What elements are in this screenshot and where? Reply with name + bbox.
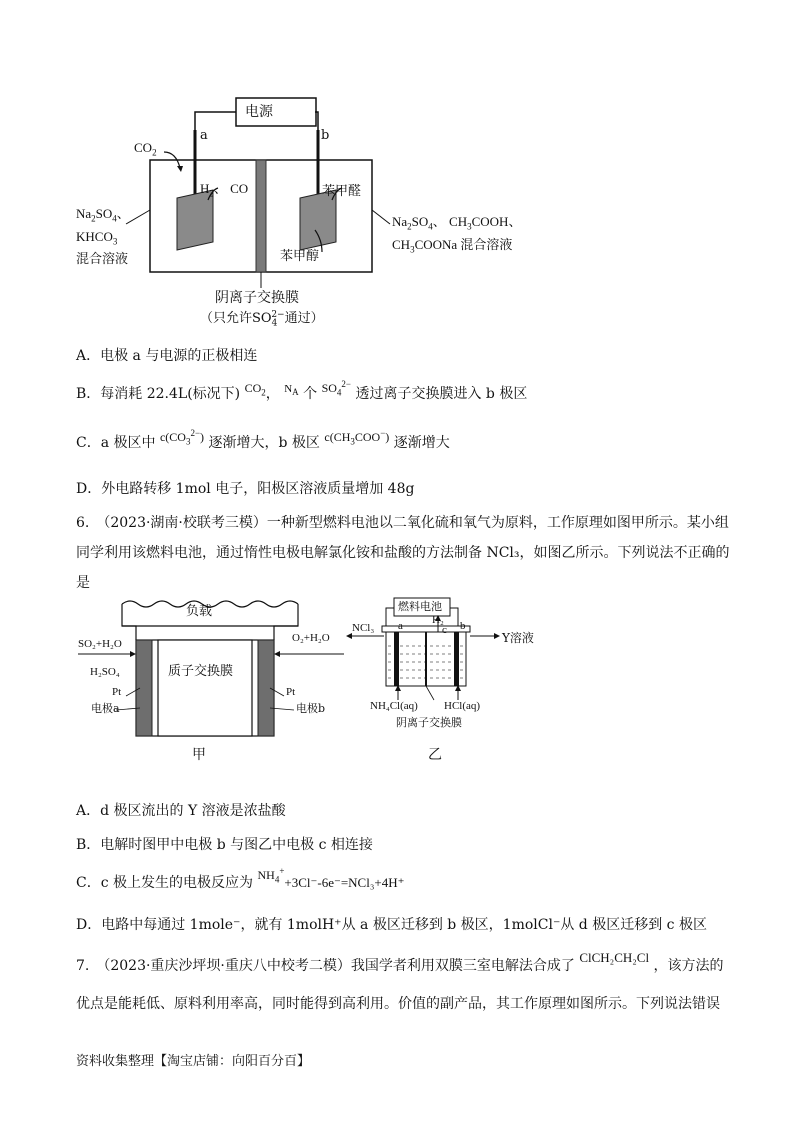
q6-option-c: C．c 极上发生的电极反应为 $NH_4^++3Cl^--6e^-=NCl_3+4H^+$ — [76, 866, 405, 891]
label-b: b — [460, 620, 466, 632]
figure2-caption: 甲 — [192, 747, 206, 763]
fuel-cell-label: 燃料电池 — [398, 600, 442, 613]
nh4cl-label: NH₄Cl(aq) — [370, 700, 418, 712]
right-reactant-label: 苯甲醇 — [280, 249, 320, 264]
pt-left-label: Pt — [112, 686, 122, 698]
electrode-a-label-fig2: 电极a — [91, 702, 120, 715]
proton-membrane-label: 质子交换膜 — [168, 664, 234, 679]
q7-stem-line2: 优点是能耗低、原料利用率高，同时能得到高利用。价值的副产品，其工作原理如图所示。下列说法错误 — [76, 996, 720, 1012]
q6-option-a: A．d 极区流出的 Y 溶液是浓盐酸 — [76, 803, 286, 819]
membrane-label: 阴离子交换膜 — [215, 290, 299, 306]
label-h2: H₂ — [432, 614, 444, 626]
left-solution-label: $Na_2SO_4$、 $KHCO_3$ 混合溶液 — [76, 206, 130, 267]
label-c: c — [442, 624, 447, 636]
figure3-caption: 乙 — [428, 747, 442, 763]
y-solution-label: Y溶液 — [502, 631, 534, 645]
q6-stem-line2: 同学利用该燃料电池，通过惰性电极电解氯化铵和盐酸的方法制备 NCl₃，如图乙所示。下列说法不正确的 — [76, 545, 730, 561]
pt-right-label: Pt — [286, 686, 296, 698]
q6-stem-line1: 6. （2023·湖南·校联考三模）一种新型燃料电池以二氧化硫和氧气为原料，工作原理如图甲所示。某小组 — [76, 515, 729, 531]
label-a: a — [398, 620, 403, 632]
anion-membrane-label: 阴离子交换膜 — [396, 716, 462, 729]
electrode-a-label: a — [200, 128, 208, 143]
figure-electrolysis-cell — [60, 90, 660, 330]
hcl-label: HCl(aq) — [444, 700, 481, 712]
q6-option-b: B．电解时图甲中电极 b 与图乙中电极 c 相连接 — [76, 837, 373, 853]
left-input-label: SO₂+H₂O — [78, 638, 122, 650]
q6-option-d: D．电路中每通过 1mole⁻，就有 1molH⁺从 a 极区迁移到 b 极区，1molCl⁻从 d 极区迁移到 c 极区 — [76, 917, 707, 933]
electrode-b-label-fig2: 电极b — [296, 702, 326, 715]
electrode-b-label: b — [321, 128, 330, 143]
power-source-label: 电源 — [245, 104, 273, 120]
right-solution-label: $Na_2SO_4$、 $CH_3COOH$、 $CH_3COONa$ 混合溶液 — [392, 214, 522, 255]
left-products-label: $H_2$、 CO — [200, 181, 249, 199]
co2-label: $CO_2$ — [134, 140, 157, 158]
q5-option-c: C．a 极区中 $c(CO_3^{2-})$ 逐渐增大，b 极区 $c(CH_3COO^-)$ 逐渐增大 — [76, 428, 450, 451]
q5-option-b: B．每消耗 22.4L(标况下) $CO_2$， $^{N_A}$ 个 $SO_4^{2-}$ 透过离子交换膜进入 b 极区 — [76, 379, 528, 402]
right-product-label: 苯甲醛 — [322, 184, 362, 199]
h2so4-label: H₂SO₄ — [90, 666, 120, 678]
load-label: 负载 — [186, 604, 213, 619]
q5-option-d: D．外电路转移 1mol 电子，阳极区溶液质量增加 48g — [76, 481, 415, 497]
ncl3-label: NCl₃ — [352, 622, 375, 634]
right-input-label: O₂+H₂O — [292, 632, 330, 644]
q6-stem-line3: 是 — [76, 575, 90, 591]
footer-source: 资料收集整理【淘宝店铺：向阳百分百】 — [76, 1054, 311, 1069]
membrane-note: （只允许$SO_4^{2-}$通过） — [200, 309, 324, 329]
q7-stem-line1: 7. （2023·重庆沙坪坝·重庆八中校考二模）我国学者利用双膜三室电解法合成了 ClCH₂CH₂Cl ，该方法的 — [76, 950, 724, 974]
q5-option-a: A．电极 a 与电源的正极相连 — [76, 348, 258, 364]
